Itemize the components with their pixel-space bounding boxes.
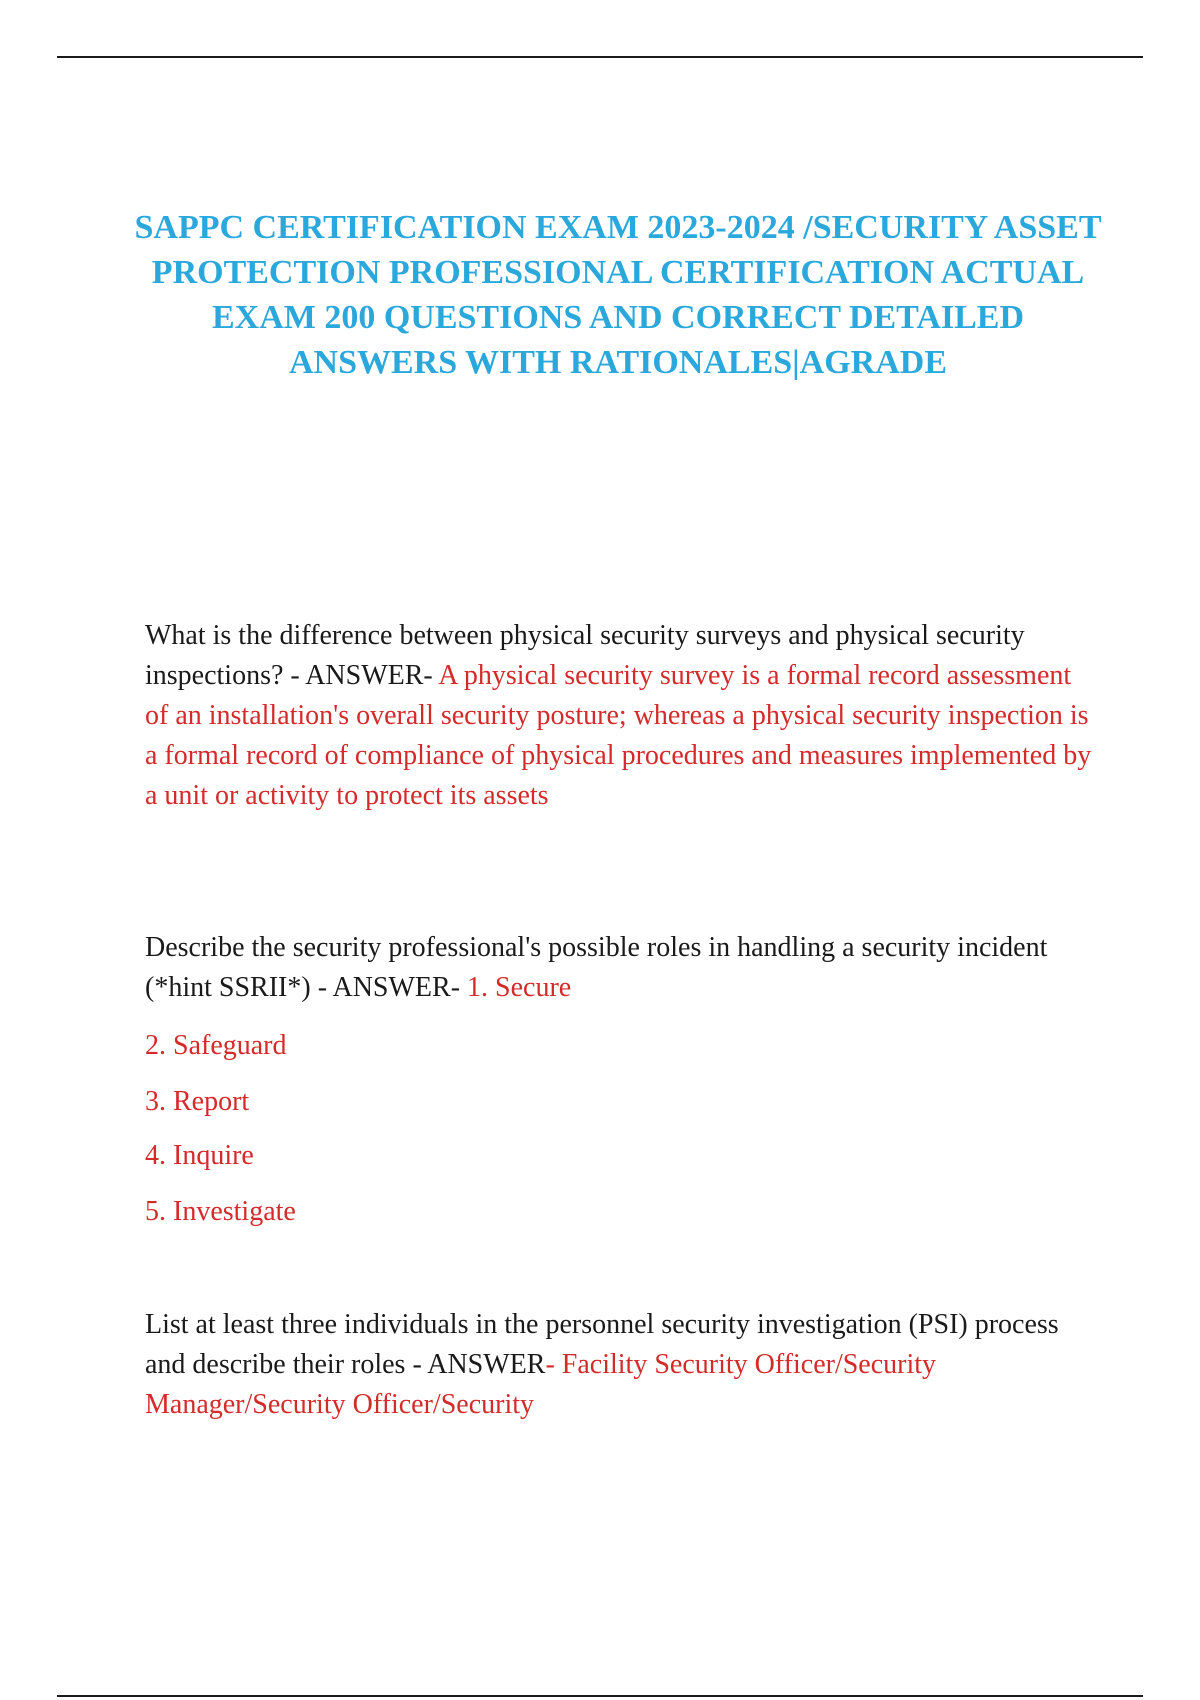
answer-marker-2: - ANSWER- xyxy=(317,972,461,1003)
qa-block-3: List at least three individuals in the personnel security investigation (PSI) process and describe their roles - ANSWER- Facility Security Officer/Security Manager/Security Officer/Security xyxy=(145,1309,1059,1420)
answer-text-1: A physical security survey is a formal record assessment of an installation's overall security posture; whereas a physical security inspection is a formal record of compliance of physical procedures and measures implemented by a unit or activity to protect its assets xyxy=(145,660,1092,811)
answer-list-item: 5. Investigate xyxy=(145,1196,296,1227)
answer-text-2: 1. Secure xyxy=(467,972,572,1003)
bottom-rule xyxy=(57,1695,1143,1697)
answer-marker-1: - ANSWER- xyxy=(290,660,433,691)
question-text-2: Describe the security professional's possible roles in handling a security incident (*hint SSRII*) xyxy=(145,932,1048,1003)
question-text-3: List at least three individuals in the personnel security investigation (PSI) process and describe their roles xyxy=(145,1309,1059,1380)
answer-list-item: 3. Report xyxy=(145,1086,250,1117)
question-text-1: What is the difference between physical security surveys and physical security inspections? xyxy=(145,620,1025,691)
top-rule xyxy=(57,56,1143,58)
answer-list-item: 4. Inquire xyxy=(145,1140,254,1171)
qa-block-2 xyxy=(145,928,1095,1008)
qa-block-1 xyxy=(145,616,1095,816)
answer-text-3: - Facility Security Officer/Security Manager/Security Officer/Security xyxy=(145,1349,937,1420)
document-title: SAPPC CERTIFICATION EXAM 2023-2024 /SECURITY ASSET PROTECTION PROFESSIONAL CERTIFICATION ACTUAL EXAM 200 QUESTIONS AND CORRECT DETAILED ANSWERS WITH RATIONALES|AGRADE xyxy=(134,209,1102,381)
answer-list-item: 2. Safeguard xyxy=(145,1030,287,1061)
